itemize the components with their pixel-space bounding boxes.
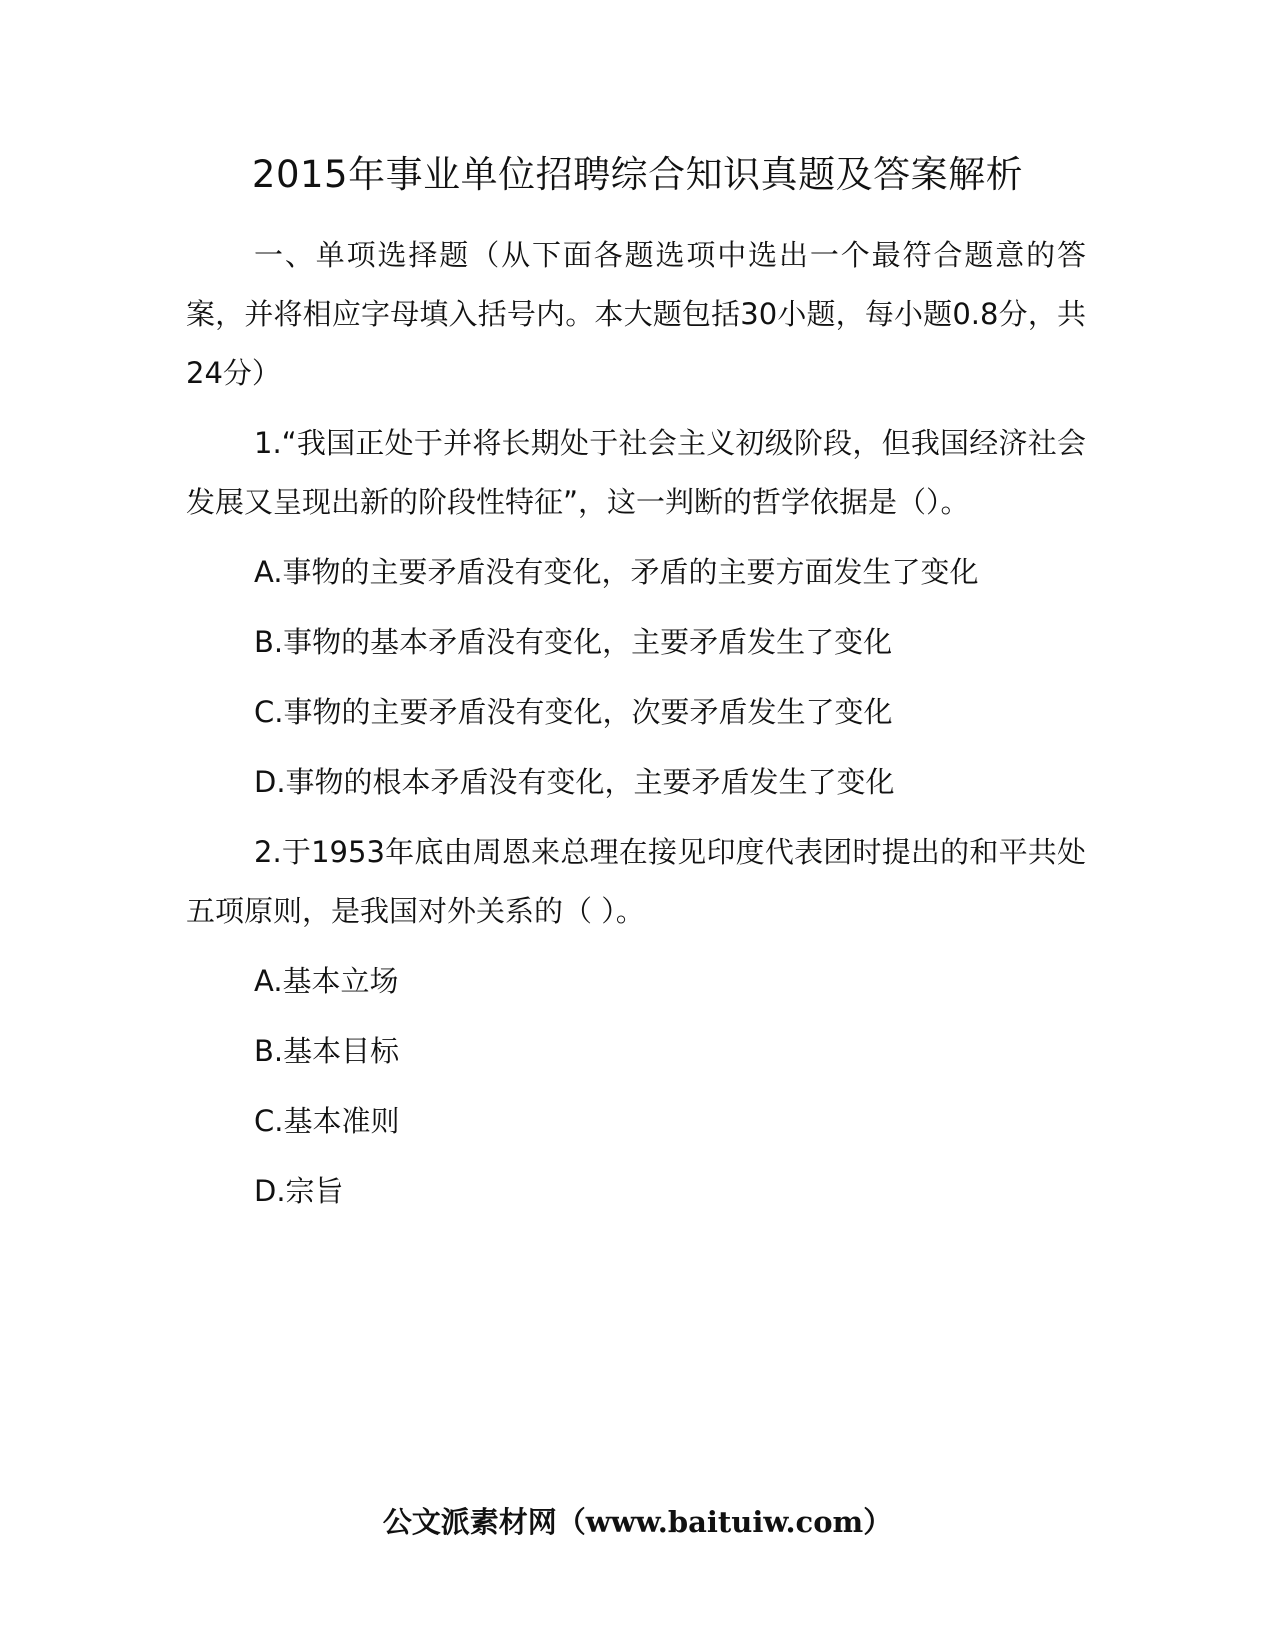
question-1-option-d: D.事物的根本矛盾没有变化，主要矛盾发生了变化 xyxy=(254,765,895,799)
question-2-option-d: D.宗旨 xyxy=(254,1174,344,1208)
question-1-option-c: C.事物的主要矛盾没有变化，次要矛盾发生了变化 xyxy=(254,695,893,729)
question-1-option-b: B.事物的基本矛盾没有变化，主要矛盾发生了变化 xyxy=(254,625,893,659)
question-1-option-a: A.事物的主要矛盾没有变化，矛盾的主要方面发生了变化 xyxy=(254,555,979,589)
section-intro: 一、单项选择题（从下面各题选项中选出一个最符合题意的答案，并将相应字母填入括号内。本大题包括30小题，每小题0.8分，共24分） xyxy=(186,238,1086,390)
footer-source-line: 公文派素材网（www.baituiw.com） xyxy=(382,1505,893,1539)
document-title: 2015年事业单位招聘综合知识真题及答案解析 xyxy=(251,153,1024,196)
question-2-option-c: C.基本准则 xyxy=(254,1104,400,1138)
question-2-stem: 2.于1953年底由周恩来总理在接见印度代表团时提出的和平共处五项原则，是我国对外关系的（ ）。 xyxy=(186,835,1086,928)
question-1-stem: 1.“我国正处于并将长期处于社会主义初级阶段，但我国经济社会发展又呈现出新的阶段性特征”，这一判断的哲学依据是（）。 xyxy=(186,426,1086,519)
question-2-option-a: A.基本立场 xyxy=(254,964,399,998)
question-2-option-b: B.基本目标 xyxy=(254,1034,400,1068)
document-body xyxy=(186,226,1086,1232)
